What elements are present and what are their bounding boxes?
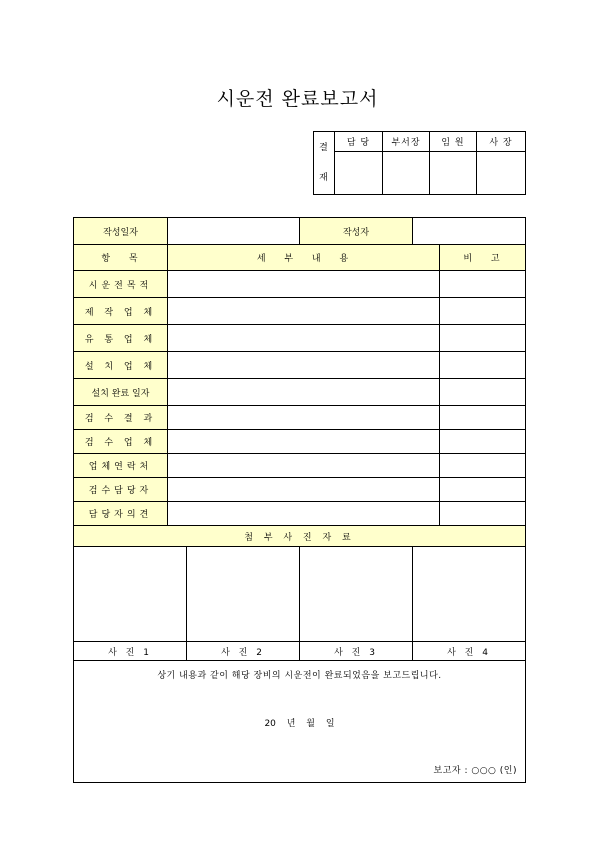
row-label: 설 치 업 체 — [74, 352, 168, 379]
approval-box — [313, 131, 526, 195]
row-note-field[interactable] — [440, 325, 526, 352]
row-label: 설치 완료 일자 — [74, 379, 168, 406]
approval-sign-staff[interactable] — [335, 152, 383, 195]
row-detail-field[interactable] — [168, 478, 440, 502]
row-label: 유 통 업 체 — [74, 325, 168, 352]
report-date-line: 20 년 월 일 — [264, 719, 335, 729]
photo-caption-4: 사 진 4 — [413, 642, 526, 661]
completion-statement: 상기 내용과 같이 해당 장비의 시운전이 완료되었음을 보고드립니다. — [157, 671, 442, 681]
approval-side-top: 결 — [319, 143, 329, 153]
row-note-field[interactable] — [440, 406, 526, 430]
row-note-field[interactable] — [440, 298, 526, 325]
photo-slot-1[interactable] — [74, 547, 187, 642]
photo-caption-2: 사 진 2 — [187, 642, 300, 661]
row-label: 시운전목적 — [74, 271, 168, 298]
photo-section-header: 첨 부 사 진 자 료 — [74, 526, 526, 547]
photo-slot-2[interactable] — [187, 547, 300, 642]
row-note-field[interactable] — [440, 454, 526, 478]
approval-sign-executive[interactable] — [430, 152, 477, 195]
photo-caption-3: 사 진 3 — [300, 642, 413, 661]
row-detail-field[interactable] — [168, 271, 440, 298]
approval-role-president: 사 장 — [477, 132, 526, 152]
row-note-field[interactable] — [440, 502, 526, 526]
row-note-field[interactable] — [440, 430, 526, 454]
approval-sign-manager[interactable] — [383, 152, 430, 195]
row-note-field[interactable] — [440, 478, 526, 502]
row-label: 제 작 업 체 — [74, 298, 168, 325]
photo-slot-4[interactable] — [413, 547, 526, 642]
row-detail-field[interactable] — [168, 325, 440, 352]
column-detail-header: 세 부 내 용 — [168, 245, 440, 271]
photo-slot-3[interactable] — [300, 547, 413, 642]
approval-side-bottom: 재 — [319, 173, 329, 183]
author-field[interactable] — [413, 218, 526, 245]
row-label: 검수담당자 — [74, 478, 168, 502]
written-date-field[interactable] — [168, 218, 300, 245]
row-detail-field[interactable] — [168, 502, 440, 526]
row-note-field[interactable] — [440, 271, 526, 298]
row-detail-field[interactable] — [168, 454, 440, 478]
row-detail-field[interactable] — [168, 352, 440, 379]
row-note-field[interactable] — [440, 379, 526, 406]
row-detail-field[interactable] — [168, 406, 440, 430]
row-label: 검 수 업 체 — [74, 430, 168, 454]
approval-side-label — [314, 132, 335, 195]
document-title: 시운전 완료보고서 — [216, 88, 379, 110]
photo-caption-1: 사 진 1 — [74, 642, 187, 661]
row-detail-field[interactable] — [168, 379, 440, 406]
report-form — [73, 217, 526, 783]
approval-role-manager: 부서장 — [383, 132, 430, 152]
row-detail-field[interactable] — [168, 430, 440, 454]
reporter-signature: 보고자 : ○○○ (인) — [433, 766, 517, 776]
approval-role-executive: 임 원 — [430, 132, 477, 152]
approval-role-staff: 담 당 — [335, 132, 383, 152]
report-footer — [74, 661, 526, 783]
row-note-field[interactable] — [440, 352, 526, 379]
row-detail-field[interactable] — [168, 298, 440, 325]
row-label: 검 수 결 과 — [74, 406, 168, 430]
approval-sign-president[interactable] — [477, 152, 526, 195]
column-note-header: 비 고 — [440, 245, 526, 271]
written-date-label: 작성일자 — [74, 218, 168, 245]
author-label: 작성자 — [300, 218, 413, 245]
row-label: 담당자의견 — [74, 502, 168, 526]
column-item-header: 항 목 — [74, 245, 168, 271]
row-label: 업체연락처 — [74, 454, 168, 478]
